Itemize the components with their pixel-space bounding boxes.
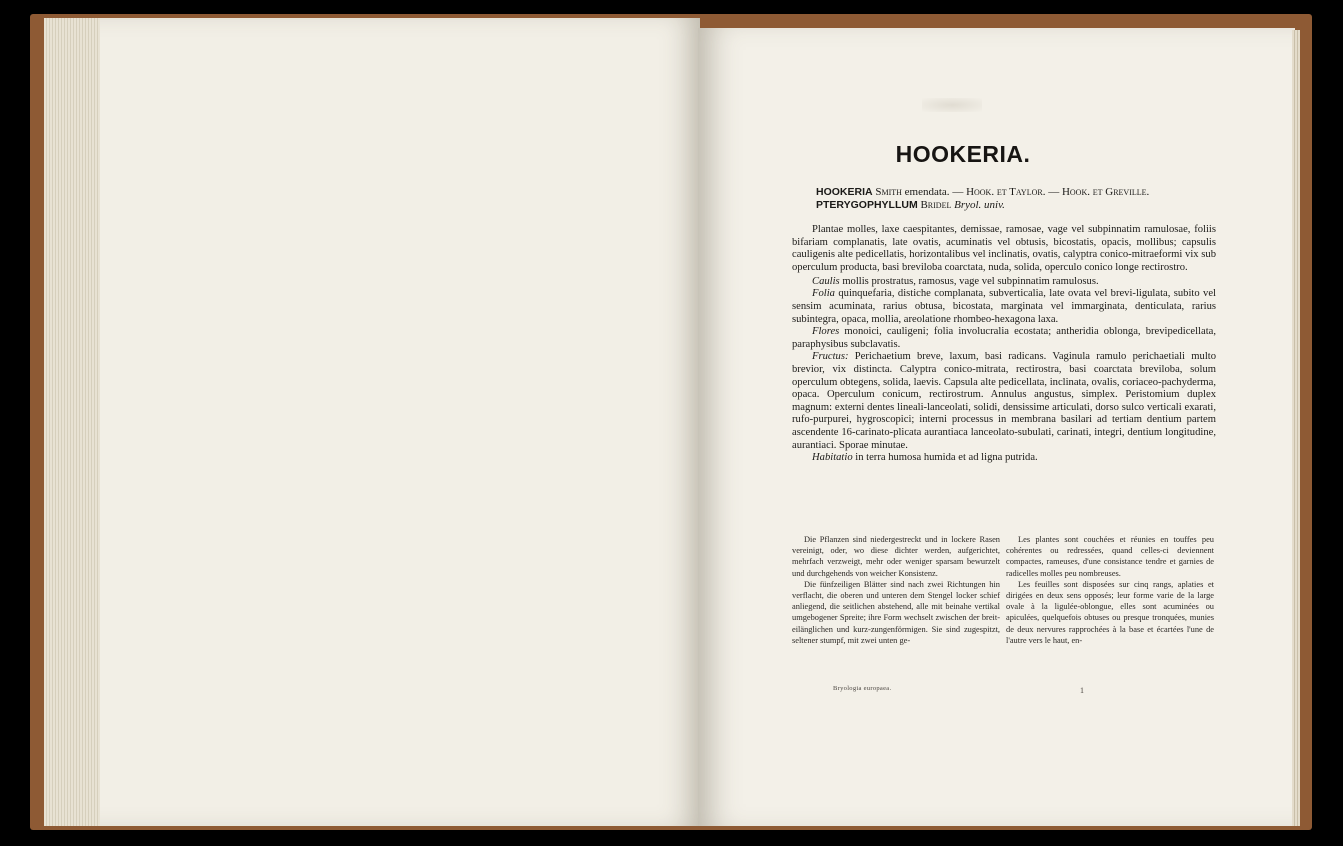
synonym-line-1 <box>816 186 1206 199</box>
synonym-author: Bridel <box>920 199 952 211</box>
latin-section-habitatio <box>792 452 1216 465</box>
section-lead: Folia <box>812 288 835 300</box>
latin-intro-paragraph: Plantae molles, laxe caespitantes, demissae, ramosae, vage vel subpinnatim ramulosae, foliis bifariam complanatis, late ovatis, acuminatis vel obtusis, bicostatis, opacis, mollibus; capsulis cauligenis alte pedicellatis, horizontalibus vel inclinatis, ovatis, calyptra conico-mitraeformi vix sub operculum producta, basi breviloba coarctata, nuda, solida, operculo conico longe rectirostro. <box>792 224 1216 273</box>
section-text: quinquefaria, distiche complanata, subverticalia, late ovata vel brevi-ligulata, subito vel sensim acuminata, rarius obtusa, bicostata, marginata vel immarginata, denticulata, rarius subintegra, opaca, mollia, areolatione rhombeo-hexagona laxa. <box>792 288 1216 325</box>
latin-description <box>792 224 1216 465</box>
section-text: mollis prostratus, ramosus, vage vel subpinnatim ramulosus. <box>839 275 1099 287</box>
genus-name: HOOKERIA <box>816 186 873 198</box>
section-lead: Flores <box>812 326 840 338</box>
other-authors: — Hook. et Taylor. — Hook. et Greville. <box>952 186 1150 198</box>
footer-signature: Bryologia europaea. <box>833 685 892 692</box>
section-lead: Habitatio <box>812 452 853 464</box>
left-page-edges <box>44 18 100 826</box>
section-text: in terra humosa humida et ad ligna putrida. <box>852 452 1038 464</box>
page-title: HOOKERIA. <box>895 141 1031 167</box>
latin-section-caulis <box>792 276 1216 289</box>
german-paragraph-1: Die Pflanzen sind niedergestreckt und in lockere Rasen vereinigt, oder, wo diese dichter werden, aufgerichtet, mehrfach verzweigt, mehr oder weniger sparsam bewurzelt und durchgehends von weicher Konsistenz. <box>792 535 1000 578</box>
synonym-work: Bryol. univ. <box>954 199 1005 211</box>
author-name: Smith <box>875 186 902 198</box>
french-column <box>1006 534 1214 646</box>
right-page-edges <box>1292 30 1300 826</box>
ink-smudge <box>922 98 982 112</box>
section-text: Perichaetium breve, laxum, basi radicans. Vaginula ramulo perichaetiali multo brevior, vix distincta. Calyptra conico-mitrata, rectirostra, basi coarctata breviloba, solum operculum obtegens, solida, laevis. Capsula alte pedicellata, inclinata, ovalis, coriaceo-pachyderma, opaca. Operculum conicum, rectirostrum. Annulus angustus, simplex. Peristomium duplex magnum: externi dentes lineali-lanceolati, solidi, densissime articulati, dorso sulco verticali exarati, rufo-purpurei, hygroscopici; interni processus in membrana basilari ad tertiam dentium partem ascendente 16-carinato-plicata aurantiaca lanceolato-subulati, carinati, integri, dentium longitudine, aurantiaci. Sporae minutae. <box>792 351 1216 451</box>
section-lead: Caulis <box>812 275 840 287</box>
left-blank-page <box>44 18 700 826</box>
french-paragraph-1: Les plantes sont couchées et réunies en touffes peu cohérentes ou redressées, quand celles-ci deviennent compactes, rameuses, d'une consistance tendre et garnies de radicelles molles peu nombreuses. <box>1006 535 1214 578</box>
latin-section-fructus <box>792 351 1216 452</box>
french-paragraph-2: Les feuilles sont disposées sur cinq rangs, aplaties et dirigées en deux sens opposés; leur forme varie de la large ovale à la ligulée-oblongue, elles sont acuminées ou apiculées, quelquefois obtuses ou presque tronquées, munies de deux nervures rapprochées à la base et écartées l'une de l'autre vers le haut, en- <box>1006 579 1214 645</box>
synonym-genus-name: PTERYGOPHYLLUM <box>816 199 918 211</box>
latin-section-flores <box>792 326 1216 351</box>
german-column <box>792 534 1000 646</box>
footer-sheet-number: 1 <box>1080 686 1084 695</box>
section-lead: Fructus: <box>812 351 849 363</box>
section-text: monoici, cauligeni; folia involucralia ecostata; antheridia oblonga, brevipedicellata, paraphysibus subclavatis. <box>792 326 1216 350</box>
synonymy-block <box>816 186 1206 212</box>
german-paragraph-2: Die fünfzeiligen Blätter sind nach zwei Richtungen hin verflacht, die oberen und unteren dem Stengel locker schief anliegend, die seitlichen abstehend, alle mit beinahe vertikal umgebogener Spreite; ihre Form wechselt zwischen der breit-eilänglichen und kurz-zungenförmigen. Sie sind zugespitzt, seltener stumpf, mit zwei unten ge- <box>792 579 1000 645</box>
emendation-note: emendata. <box>904 186 950 198</box>
synonym-line-2 <box>816 199 1206 212</box>
latin-section-folia <box>792 288 1216 326</box>
